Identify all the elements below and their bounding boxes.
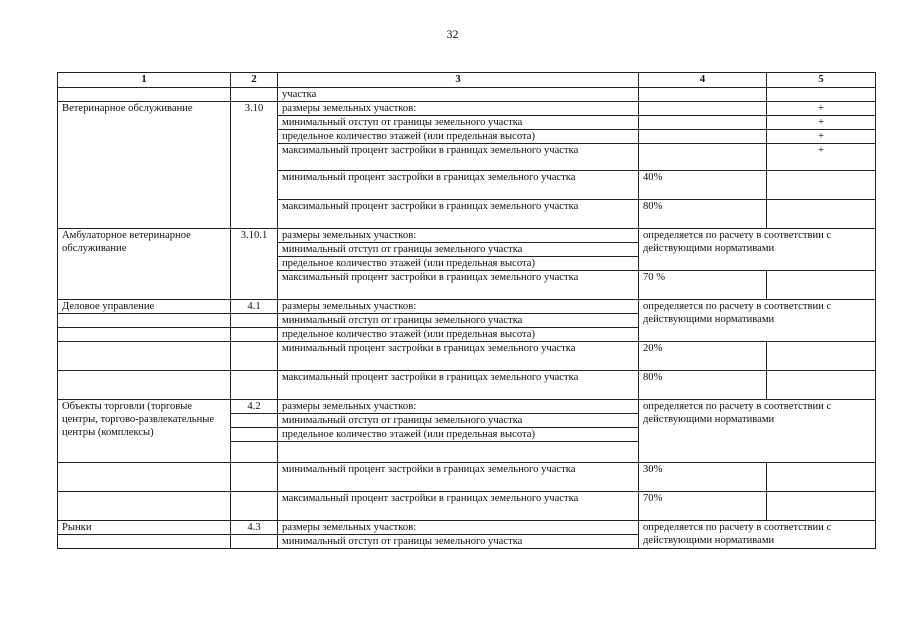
param-cell: размеры земельных участков:	[278, 102, 639, 116]
table-row	[58, 463, 876, 492]
param-cell: минимальный отступ от границы земельного участка	[278, 414, 639, 428]
header-col-2: 2	[231, 73, 278, 88]
use-code-cell: 3.10.1	[231, 229, 278, 300]
header-row	[58, 73, 876, 88]
value-cell: 40%	[639, 171, 767, 200]
calc-note-cell: определяется по расчету в соответствии с действующими нормативами	[639, 521, 876, 549]
value-cell: 70 %	[639, 271, 767, 300]
param-cell: размеры земельных участков:	[278, 300, 639, 314]
use-name-cell: Ветеринарное обслуживание	[58, 102, 231, 229]
table-row	[58, 400, 876, 414]
param-cell: минимальный процент застройки в границах земельного участка	[278, 171, 639, 200]
use-code-cell: 3.10	[231, 102, 278, 229]
mark-cell: +	[767, 116, 876, 130]
param-cell: размеры земельных участков:	[278, 521, 639, 535]
header-col-1: 1	[58, 73, 231, 88]
param-cell: минимальный отступ от границы земельного участка	[278, 243, 639, 257]
header-col-5: 5	[767, 73, 876, 88]
calc-note-cell: определяется по расчету в соответствии с действующими нормативами	[639, 300, 876, 342]
calc-note-cell: определяется по расчету в соответствии с действующими нормативами	[639, 400, 876, 463]
param-cell: максимальный процент застройки в границах земельного участка	[278, 200, 639, 229]
use-code-cell: 4.1	[231, 300, 278, 314]
table-row	[58, 102, 876, 116]
param-cell: минимальный отступ от границы земельного участка	[278, 535, 639, 549]
table-row	[58, 342, 876, 371]
regulations-table	[57, 72, 876, 549]
param-cell: максимальный процент застройки в границах земельного участка	[278, 144, 639, 171]
param-cell: предельное количество этажей (или предельная высота)	[278, 130, 639, 144]
use-name-cell: Объекты торговли (торговые центры, торгово-развлекательные центры (комплексы)	[58, 400, 231, 463]
header-col-3: 3	[278, 73, 639, 88]
param-cell: размеры земельных участков:	[278, 400, 639, 414]
header-col-4: 4	[639, 73, 767, 88]
use-name-cell: Рынки	[58, 521, 231, 535]
param-cell: предельное количество этажей (или предельная высота)	[278, 428, 639, 442]
value-cell: 80%	[639, 200, 767, 229]
value-cell: 70%	[639, 492, 767, 521]
table-row	[58, 88, 876, 102]
mark-cell: +	[767, 144, 876, 171]
param-cell: минимальный процент застройки в границах земельного участка	[278, 342, 639, 371]
param-cell: минимальный процент застройки в границах земельного участка	[278, 463, 639, 492]
table-row	[58, 229, 876, 243]
param-cell: минимальный отступ от границы земельного участка	[278, 116, 639, 130]
param-cell: предельное количество этажей (или предельная высота)	[278, 328, 639, 342]
value-cell: 20%	[639, 342, 767, 371]
value-cell: 30%	[639, 463, 767, 492]
param-cell: максимальный процент застройки в границах земельного участка	[278, 371, 639, 400]
table-row	[58, 492, 876, 521]
table-row	[58, 371, 876, 400]
param-cell: размеры земельных участков:	[278, 229, 639, 243]
use-code-cell: 4.3	[231, 521, 278, 535]
param-cell: максимальный процент застройки в границах земельного участка	[278, 271, 639, 300]
use-code-cell: 4.2	[231, 400, 278, 414]
use-name-cell: Амбулаторное ветеринарное обслуживание	[58, 229, 231, 300]
use-name-cell: Деловое управление	[58, 300, 231, 314]
param-cell: предельное количество этажей (или предельная высота)	[278, 257, 639, 271]
table-row	[58, 521, 876, 535]
mark-cell: +	[767, 102, 876, 116]
param-cell: минимальный отступ от границы земельного участка	[278, 314, 639, 328]
calc-note-cell: определяется по расчету в соответствии с действующими нормативами	[639, 229, 876, 271]
param-cell: максимальный процент застройки в границах земельного участка	[278, 492, 639, 521]
mark-cell: +	[767, 130, 876, 144]
param-cell: участка	[278, 88, 639, 102]
value-cell: 80%	[639, 371, 767, 400]
table-row	[58, 300, 876, 314]
page-number: 32	[446, 27, 459, 41]
